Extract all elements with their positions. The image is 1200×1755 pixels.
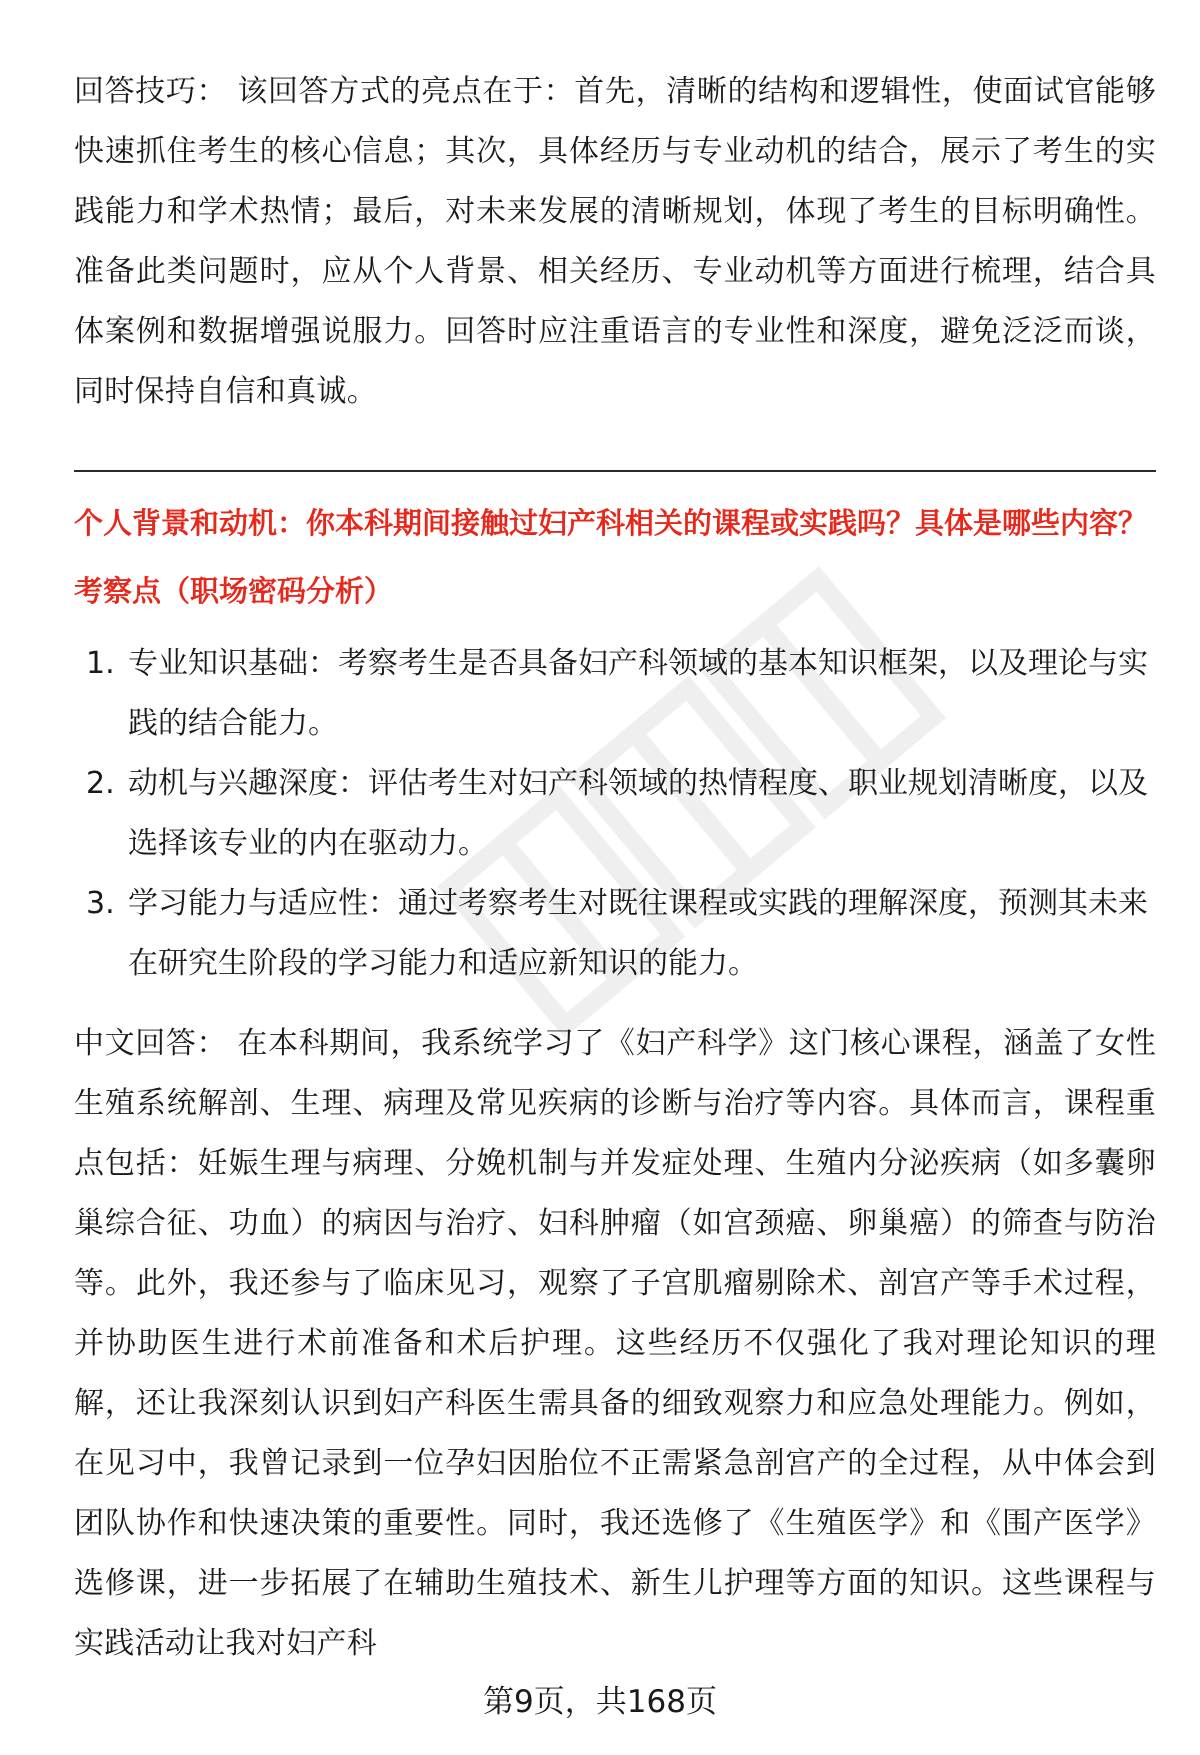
list-number: 3. bbox=[86, 886, 115, 921]
list-item bbox=[74, 634, 1156, 754]
list-item-text: 学习能力与适应性：通过考察考生对既往课程或实践的理解深度，预测其未来在研究生阶段的学习能力和适应新知识的能力。 bbox=[128, 886, 1148, 981]
list-number: 1. bbox=[86, 646, 115, 681]
assessment-points-list bbox=[74, 634, 1156, 994]
list-item bbox=[74, 754, 1156, 874]
page-footer: 第9页，共168页 bbox=[483, 1684, 717, 1720]
question-title: 个人背景和动机：你本科期间接触过妇产科相关的课程或实践吗？具体是哪些内容？ bbox=[74, 506, 1148, 540]
assessment-subheading: 考察点（职场密码分析） bbox=[74, 574, 394, 608]
list-item-text: 专业知识基础：考察考生是否具备妇产科领域的基本知识框架，以及理论与实践的结合能力。 bbox=[128, 646, 1148, 741]
list-number: 2. bbox=[86, 766, 115, 801]
answer-paragraph: 中文回答： 在本科期间，我系统学习了《妇产科学》这门核心课程，涵盖了女性生殖系统解剖、生理、病理及常见疾病的诊断与治疗等内容。具体而言，课程重点包括：妊娠生理与病理、分娩机制与并发症处理、生殖内分泌疾病（如多囊卵巢综合征、功血）的病因与治疗、妇科肿瘤（如宫颈癌、卵巢癌）的筛查与防治等。此外，我还参与了临床见习，观察了子宫肌瘤剔除术、剖宫产等手术过程，并协助医生进行术前准备和术后护理。这些经历不仅强化了我对理论知识的理解，还让我深刻认识到妇产科医生需具备的细致观察力和应急处理能力。例如，在见习中，我曾记录到一位孕妇因胎位不正需紧急剖宫产的全过程，从中体会到团队协作和快速决策的重要性。同时，我还选修了《生殖医学》和《围产医学》选修课，进一步拓展了在辅助生殖技术、新生儿护理等方面的知识。这些课程与实践活动让我对妇产科 bbox=[74, 1026, 1156, 1661]
list-item-text: 动机与兴趣深度：评估考生对妇产科领域的热情程度、职业规划清晰度，以及选择该专业的内在驱动力。 bbox=[128, 766, 1148, 861]
intro-paragraph: 回答技巧： 该回答方式的亮点在于：首先，清晰的结构和逻辑性，使面试官能够快速抓住考生的核心信息；其次，具体经历与专业动机的结合，展示了考生的实践能力和学术热情；最后，对未来发展的清晰规划，体现了考生的目标明确性。准备此类问题时，应从个人背景、相关经历、专业动机等方面进行梳理，结合具体案例和数据增强说服力。回答时应注重语言的专业性和深度，避免泛泛而谈，同时保持自信和真诚。 bbox=[74, 74, 1156, 409]
list-item bbox=[74, 874, 1156, 994]
section-divider bbox=[74, 470, 1156, 472]
document-page bbox=[74, 62, 1156, 1674]
